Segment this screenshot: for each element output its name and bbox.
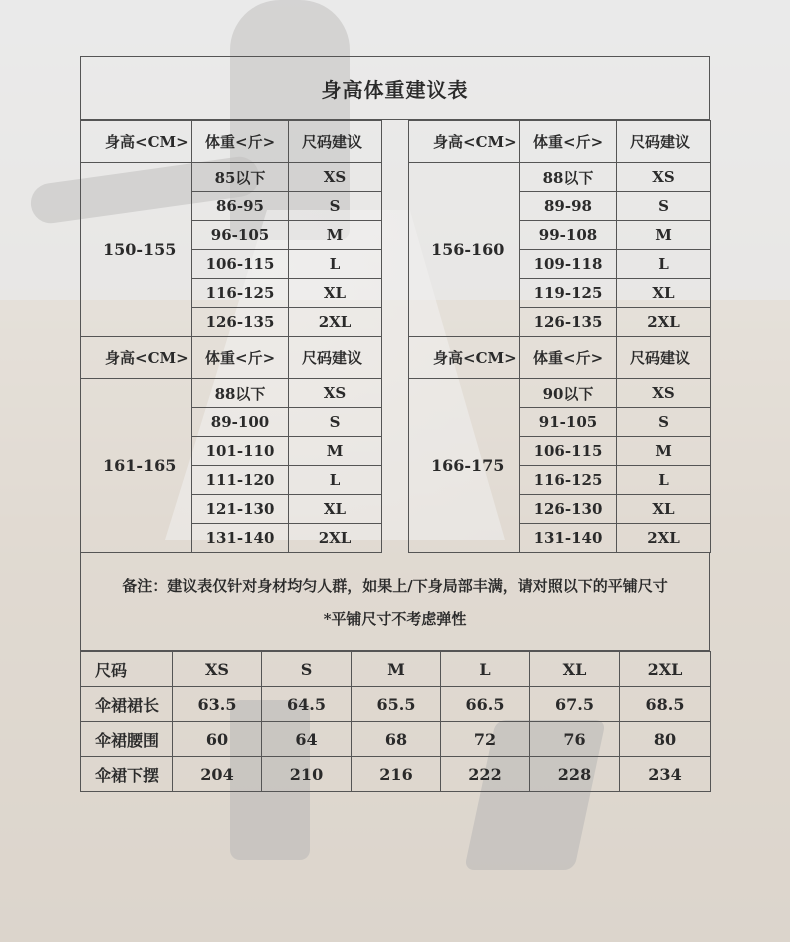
size-suggestion: 2XL xyxy=(289,308,382,337)
measurement-value: 64 xyxy=(262,722,352,757)
size-suggestion: S xyxy=(289,192,382,221)
measurement-label: 伞裙腰围 xyxy=(81,722,173,757)
height-range: 161-165 xyxy=(81,379,192,553)
column-gap xyxy=(382,337,409,553)
size-suggestion: M xyxy=(289,437,382,466)
size-column-header: XL xyxy=(530,652,620,687)
weight-range: 131-140 xyxy=(192,524,289,553)
weight-range: 106-115 xyxy=(192,250,289,279)
size-suggestion: 2XL xyxy=(617,524,711,553)
weight-header: 体重<斤> xyxy=(192,121,289,163)
measurement-value: 72 xyxy=(441,722,530,757)
size-column-header: L xyxy=(441,652,530,687)
column-gap xyxy=(382,121,409,337)
size-column-header: XS xyxy=(173,652,262,687)
weight-range: 131-140 xyxy=(520,524,617,553)
height-header: 身高<CM> xyxy=(409,121,520,163)
weight-range: 116-125 xyxy=(192,279,289,308)
size-chart xyxy=(80,56,710,792)
note-box xyxy=(80,553,710,651)
size-suggestion: S xyxy=(617,408,711,437)
weight-range: 96-105 xyxy=(192,221,289,250)
size-header: 尺码建议 xyxy=(289,337,382,379)
size-suggestion: M xyxy=(617,221,711,250)
weight-range: 91-105 xyxy=(520,408,617,437)
size-suggestion: L xyxy=(617,466,711,495)
measurement-row xyxy=(81,757,711,792)
chart-title: 身高体重建议表 xyxy=(80,56,710,120)
weight-header: 体重<斤> xyxy=(520,121,617,163)
size-suggestion: XS xyxy=(289,163,382,192)
measurement-value: 216 xyxy=(352,757,441,792)
weight-range: 119-125 xyxy=(520,279,617,308)
header-row xyxy=(81,121,711,163)
height-header: 身高<CM> xyxy=(81,337,192,379)
size-suggestion: L xyxy=(617,250,711,279)
measurement-value: 80 xyxy=(620,722,711,757)
size-suggestion: XL xyxy=(617,495,711,524)
measurement-value: 68 xyxy=(352,722,441,757)
weight-range: 111-120 xyxy=(192,466,289,495)
size-suggestion: XL xyxy=(289,495,382,524)
note-line-1: 备注：建议表仅针对身材均匀人群，如果上/下身局部丰满，请对照以下的平铺尺寸 xyxy=(122,576,668,595)
size-suggestion: XS xyxy=(289,379,382,408)
header-row xyxy=(81,337,711,379)
weight-range: 121-130 xyxy=(192,495,289,524)
measurement-label: 伞裙下摆 xyxy=(81,757,173,792)
measurement-value: 64.5 xyxy=(262,687,352,722)
weight-range: 101-110 xyxy=(192,437,289,466)
weight-range: 126-135 xyxy=(520,308,617,337)
weight-range: 89-98 xyxy=(520,192,617,221)
measurement-value: 66.5 xyxy=(441,687,530,722)
measurement-value: 65.5 xyxy=(352,687,441,722)
size-header: 尺码建议 xyxy=(617,121,711,163)
height-header: 身高<CM> xyxy=(81,121,192,163)
size-suggestion: S xyxy=(617,192,711,221)
weight-range: 85以下 xyxy=(192,163,289,192)
flat-measurement-table xyxy=(80,651,711,792)
size-suggestion: M xyxy=(289,221,382,250)
weight-range: 99-108 xyxy=(520,221,617,250)
measurement-value: 222 xyxy=(441,757,530,792)
weight-range: 86-95 xyxy=(192,192,289,221)
size-column-header: S xyxy=(262,652,352,687)
height-weight-table xyxy=(80,120,711,553)
weight-range: 88以下 xyxy=(192,379,289,408)
weight-header: 体重<斤> xyxy=(520,337,617,379)
weight-range: 89-100 xyxy=(192,408,289,437)
size-suggestion: L xyxy=(289,466,382,495)
size-suggestion: XS xyxy=(617,163,711,192)
weight-range: 126-135 xyxy=(192,308,289,337)
note-line-2: *平铺尺寸不考虑弹性 xyxy=(323,609,467,628)
size-suggestion: L xyxy=(289,250,382,279)
measurement-value: 76 xyxy=(530,722,620,757)
size-header: 尺码建议 xyxy=(617,337,711,379)
size-suggestion: XS xyxy=(617,379,711,408)
measurement-value: 234 xyxy=(620,757,711,792)
weight-header: 体重<斤> xyxy=(192,337,289,379)
size-label: 尺码 xyxy=(81,652,173,687)
size-column-header: 2XL xyxy=(620,652,711,687)
weight-range: 88以下 xyxy=(520,163,617,192)
measurement-value: 67.5 xyxy=(530,687,620,722)
height-range: 150-155 xyxy=(81,163,192,337)
size-suggestion: S xyxy=(289,408,382,437)
weight-range: 109-118 xyxy=(520,250,617,279)
size-suggestion: 2XL xyxy=(617,308,711,337)
weight-range: 106-115 xyxy=(520,437,617,466)
measurement-value: 228 xyxy=(530,757,620,792)
size-suggestion: M xyxy=(617,437,711,466)
size-column-header: M xyxy=(352,652,441,687)
measurement-label: 伞裙裙长 xyxy=(81,687,173,722)
size-header: 尺码建议 xyxy=(289,121,382,163)
size-suggestion: XL xyxy=(617,279,711,308)
measurement-value: 60 xyxy=(173,722,262,757)
measurement-row xyxy=(81,722,711,757)
measurement-value: 204 xyxy=(173,757,262,792)
measurement-row xyxy=(81,687,711,722)
weight-range: 90以下 xyxy=(520,379,617,408)
weight-range: 116-125 xyxy=(520,466,617,495)
measurement-value: 68.5 xyxy=(620,687,711,722)
weight-range: 126-130 xyxy=(520,495,617,524)
measurement-value: 210 xyxy=(262,757,352,792)
height-range: 156-160 xyxy=(409,163,520,337)
size-header-row xyxy=(81,652,711,687)
measurement-value: 63.5 xyxy=(173,687,262,722)
height-range: 166-175 xyxy=(409,379,520,553)
size-suggestion: XL xyxy=(289,279,382,308)
size-suggestion: 2XL xyxy=(289,524,382,553)
height-header: 身高<CM> xyxy=(409,337,520,379)
